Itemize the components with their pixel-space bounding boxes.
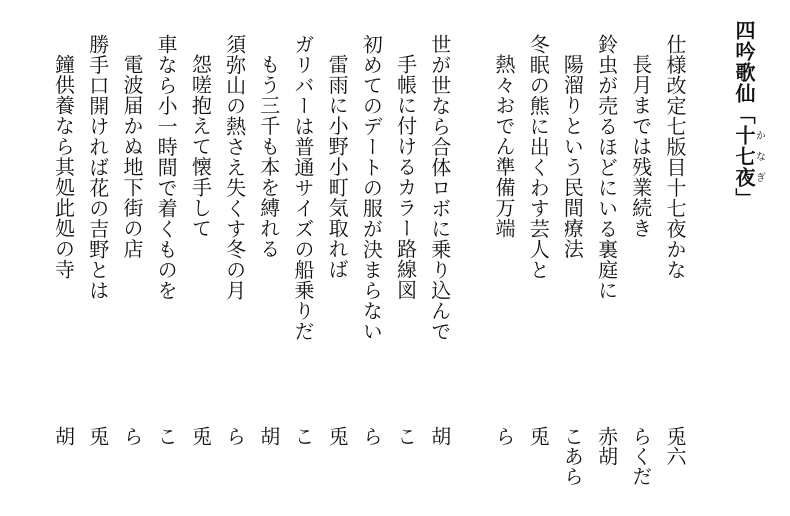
- title-main-text: 十七夜: [732, 125, 756, 188]
- author-5: 兎: [526, 426, 551, 446]
- verse-line-13: 須弥山の熱さえ失くす冬の月: [222, 34, 247, 301]
- author-16: ら: [119, 426, 144, 446]
- author-13: ら: [222, 426, 247, 446]
- verse-line-12: もう三千も本を縛れる: [256, 54, 281, 259]
- author-names: [46, 426, 692, 516]
- title-prefix: 四吟歌仙「: [732, 20, 756, 125]
- verse-line-11: ガリバーは普通サイズの船乗りだ: [290, 34, 315, 342]
- author-18: 胡: [51, 426, 76, 446]
- author-6: ら: [491, 426, 516, 446]
- verse-line-15: 車なら小一時間で着くものを: [154, 34, 179, 301]
- author-9: ら: [359, 426, 384, 446]
- title-suffix: 」: [732, 188, 756, 209]
- author-8: こ: [393, 426, 418, 446]
- verse-line-5: 冬眠の熊に出くわす芸人と: [526, 34, 551, 280]
- author-7: 胡: [427, 426, 452, 446]
- author-11: こ: [290, 426, 315, 446]
- title-ruby: かなぎ: [753, 125, 765, 188]
- author-2: らくだ: [628, 426, 653, 486]
- author-12: 胡: [256, 426, 281, 446]
- verse-line-10: 雷雨に小野小町気取れば: [325, 54, 350, 280]
- verse-line-16: 電波届かぬ地下街の店: [119, 54, 144, 259]
- verse-line-6: 熱々おでん準備万端: [491, 54, 516, 239]
- verse-line-2: 長月までは残業続き: [628, 54, 653, 239]
- section-break: [457, 34, 487, 414]
- author-14: 兎: [188, 426, 213, 446]
- verse-line-7: 世が世なら合体ロボに乗り込んで: [427, 34, 452, 342]
- author-4: こあら: [560, 426, 585, 486]
- verse-line-14: 怨嗟抱えて懐手して: [188, 54, 213, 239]
- verse-line-9: 初めてのデートの服が決まらない: [359, 34, 384, 342]
- verse-line-18: 鐘供養なら其処此処の寺: [51, 54, 76, 280]
- author-3: 赤胡: [594, 426, 619, 466]
- verse-line-3: 鈴虫が売るほどにいる裏庭に: [594, 34, 619, 301]
- verse-line-8: 手帳に付けるカラー路線図: [393, 54, 418, 300]
- title-main: [732, 125, 765, 188]
- author-10: 兎: [325, 426, 350, 446]
- poem-title: [724, 20, 764, 250]
- author-section-break: [457, 426, 487, 516]
- author-1: 兎六: [663, 426, 687, 466]
- verse-line-4: 陽溜りという民間療法: [560, 54, 585, 259]
- verse-line-1: 仕様改定七版目十七夜かな: [663, 34, 687, 280]
- author-17: 兎: [85, 426, 110, 446]
- author-15: こ: [154, 426, 179, 446]
- verse-lines: [46, 34, 692, 414]
- verse-line-17: 勝手口開ければ花の吉野とは: [85, 34, 110, 301]
